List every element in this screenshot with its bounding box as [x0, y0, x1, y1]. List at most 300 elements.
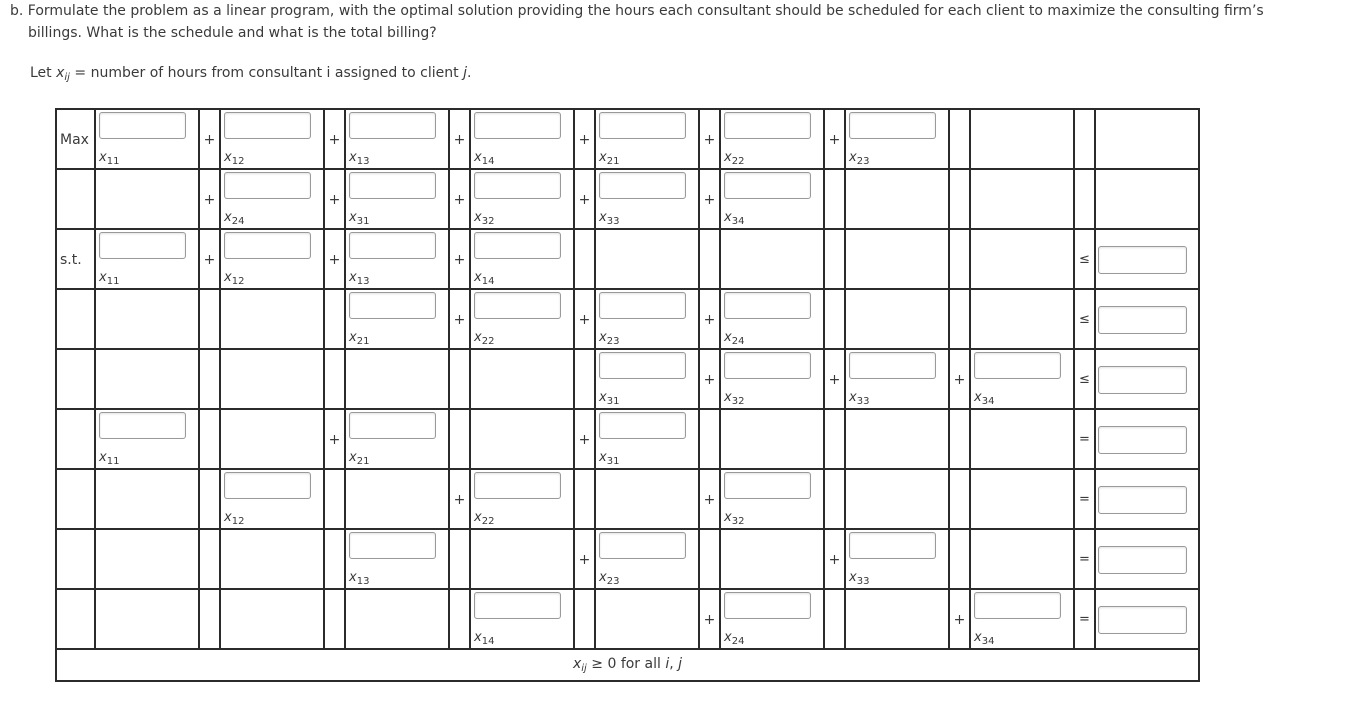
variable-label	[349, 270, 369, 287]
variable-label	[224, 510, 244, 527]
constraint-row	[56, 409, 1199, 469]
plus-sign: +	[578, 312, 591, 328]
coefficient-input-x12[interactable]	[224, 232, 311, 259]
variable-label	[349, 570, 369, 587]
rhs-cell	[1095, 109, 1199, 169]
coefficient-input-x31[interactable]	[599, 352, 686, 379]
coefficient-cell	[720, 169, 824, 229]
variable-letter: x	[349, 270, 357, 285]
variable-label	[474, 630, 494, 647]
operator-cell	[449, 409, 470, 469]
let-mid: = number of hours from consultant i assigned to client	[69, 65, 464, 81]
operator-cell	[449, 529, 470, 589]
operator-cell	[949, 109, 970, 169]
linear-program-table	[55, 108, 1200, 682]
constraint-row	[56, 289, 1199, 349]
variable-letter: x	[99, 150, 107, 165]
variable-subscript: 23	[856, 156, 870, 167]
coefficient-cell	[345, 589, 449, 649]
variable-subscript: 14	[481, 156, 495, 167]
coefficient-input-x14[interactable]	[474, 112, 561, 139]
coefficient-cell	[595, 109, 699, 169]
coefficient-cell	[345, 529, 449, 589]
operator-cell	[699, 529, 720, 589]
coefficient-input-x23[interactable]	[599, 532, 686, 559]
variable-letter: x	[349, 210, 357, 225]
variable-letter: x	[599, 330, 607, 345]
rhs-input[interactable]	[1098, 366, 1187, 394]
coefficient-cell	[470, 109, 574, 169]
rhs-cell	[1095, 169, 1199, 229]
variable-letter: x	[599, 390, 607, 405]
coefficient-input-x32[interactable]	[474, 172, 561, 199]
variable-subscript: 23	[606, 576, 620, 587]
variable-letter: x	[349, 150, 357, 165]
coefficient-cell	[970, 529, 1074, 589]
row-label-cell	[56, 289, 95, 349]
variable-label	[224, 210, 244, 227]
coefficient-input-x22[interactable]	[474, 292, 561, 319]
plus-sign: +	[328, 132, 341, 148]
variable-subscript: 33	[606, 216, 620, 227]
plus-sign: +	[578, 552, 591, 568]
variable-label	[599, 210, 619, 227]
coefficient-input-x12[interactable]	[224, 472, 311, 499]
rhs-cell	[1095, 589, 1199, 649]
plus-sign: +	[453, 192, 466, 208]
coefficient-cell	[970, 349, 1074, 409]
variable-label	[349, 210, 369, 227]
coefficient-cell	[95, 229, 199, 289]
rhs-input[interactable]	[1098, 306, 1187, 334]
constraint-row	[56, 589, 1199, 649]
coefficient-input-x21[interactable]	[599, 112, 686, 139]
row-label-cell	[56, 349, 95, 409]
operator-cell	[574, 229, 595, 289]
coefficient-cell	[845, 469, 949, 529]
coefficient-input-x34[interactable]	[974, 352, 1061, 379]
operator-cell	[574, 109, 595, 169]
variable-letter: x	[474, 510, 482, 525]
variable-letter: x	[849, 570, 857, 585]
row-label-cell	[56, 589, 95, 649]
operator-cell	[324, 349, 345, 409]
relation-cell	[1074, 229, 1095, 289]
coefficient-cell	[720, 469, 824, 529]
variable-letter: x	[474, 330, 482, 345]
plus-sign: +	[703, 372, 716, 388]
max-label: Max	[60, 132, 89, 148]
coefficient-input-x13[interactable]	[349, 532, 436, 559]
operator-cell	[949, 469, 970, 529]
coefficient-cell	[220, 529, 324, 589]
variable-label	[724, 150, 744, 167]
coefficient-input-x34[interactable]	[724, 172, 811, 199]
less-equal-sign: ≤	[1079, 312, 1090, 327]
coefficient-cell	[595, 469, 699, 529]
coefficient-cell	[95, 469, 199, 529]
coefficient-cell	[970, 289, 1074, 349]
coefficient-input-x32[interactable]	[724, 472, 811, 499]
coefficient-input-x14[interactable]	[474, 592, 561, 619]
plus-sign: +	[328, 192, 341, 208]
variable-letter: x	[724, 510, 732, 525]
variable-label	[599, 150, 619, 167]
coefficient-cell	[845, 589, 949, 649]
variable-subscript: 13	[356, 156, 370, 167]
plus-sign: +	[703, 192, 716, 208]
coefficient-input-x33[interactable]	[849, 532, 936, 559]
coefficient-cell	[95, 529, 199, 589]
coefficient-input-x24[interactable]	[224, 172, 311, 199]
variable-subscript: 22	[481, 336, 495, 347]
plus-sign: +	[703, 132, 716, 148]
plus-sign: +	[453, 312, 466, 328]
coefficient-cell	[345, 109, 449, 169]
operator-cell	[949, 289, 970, 349]
coefficient-input-x11[interactable]	[99, 412, 186, 439]
variable-subscript: 12	[231, 276, 245, 287]
variable-label	[474, 510, 494, 527]
coefficient-input-x11[interactable]	[99, 232, 186, 259]
plus-sign: +	[703, 312, 716, 328]
operator-cell	[949, 409, 970, 469]
coefficient-cell	[345, 169, 449, 229]
coefficient-input-x11[interactable]	[99, 112, 186, 139]
variable-label	[599, 330, 619, 347]
operator-cell	[324, 169, 345, 229]
question-text	[10, 0, 1366, 44]
plus-sign: +	[578, 192, 591, 208]
coefficient-cell	[95, 409, 199, 469]
operator-cell	[699, 169, 720, 229]
variable-label	[724, 510, 744, 527]
operator-cell	[199, 169, 220, 229]
operator-cell	[699, 469, 720, 529]
coefficient-cell	[720, 229, 824, 289]
variable-label	[99, 270, 119, 287]
coefficient-cell	[470, 229, 574, 289]
operator-cell	[699, 289, 720, 349]
operator-cell	[949, 529, 970, 589]
operator-cell	[574, 349, 595, 409]
let-var: x	[56, 65, 65, 81]
coefficient-cell	[95, 109, 199, 169]
coefficient-cell	[970, 229, 1074, 289]
coefficient-input-x21[interactable]	[349, 292, 436, 319]
variable-subscript: 21	[356, 336, 370, 347]
variable-letter: x	[224, 210, 232, 225]
coefficient-cell	[970, 409, 1074, 469]
variable-subscript: 32	[731, 396, 745, 407]
relation-cell	[1074, 409, 1095, 469]
variable-label	[724, 630, 744, 647]
variable-label	[599, 450, 619, 467]
variable-subscript: 31	[356, 216, 370, 227]
variable-label	[474, 150, 494, 167]
coefficient-input-x22[interactable]	[724, 112, 811, 139]
variable-letter: x	[599, 210, 607, 225]
less-equal-sign: ≤	[1079, 372, 1090, 387]
coefficient-cell	[845, 409, 949, 469]
coefficient-input-x31[interactable]	[349, 172, 436, 199]
variable-subscript: 34	[731, 216, 745, 227]
operator-cell	[449, 229, 470, 289]
variable-label	[849, 150, 869, 167]
plus-sign: +	[203, 252, 216, 268]
variable-letter: x	[724, 630, 732, 645]
footer-i: i	[665, 656, 670, 672]
operator-cell	[824, 589, 845, 649]
constraint-row	[56, 529, 1199, 589]
st-label: s.t.	[60, 252, 82, 268]
coefficient-cell	[345, 229, 449, 289]
relation-cell	[1074, 589, 1095, 649]
variable-letter: x	[599, 570, 607, 585]
variable-subscript: 34	[981, 396, 995, 407]
coefficient-cell	[720, 409, 824, 469]
operator-cell	[949, 589, 970, 649]
plus-sign: +	[203, 132, 216, 148]
variable-subscript: 24	[731, 336, 745, 347]
coefficient-cell	[95, 589, 199, 649]
operator-cell	[699, 589, 720, 649]
variable-subscript: 32	[731, 516, 745, 527]
coefficient-input-x14[interactable]	[474, 232, 561, 259]
coefficient-input-x24[interactable]	[724, 292, 811, 319]
coefficient-input-x21[interactable]	[349, 412, 436, 439]
coefficient-cell	[720, 529, 824, 589]
coefficient-cell	[720, 109, 824, 169]
plus-sign: +	[203, 192, 216, 208]
nonnegativity-row	[56, 649, 1199, 681]
operator-cell	[574, 409, 595, 469]
question-line-1: b. Formulate the problem as a linear program, with the optimal solution providing the hours each consultant should be scheduled for each client to maximize the consulting firm’s	[10, 3, 1264, 19]
operator-cell	[449, 289, 470, 349]
variable-letter: x	[724, 330, 732, 345]
rhs-input[interactable]	[1098, 606, 1187, 634]
operator-cell	[199, 109, 220, 169]
variable-label	[99, 150, 119, 167]
variable-label	[474, 270, 494, 287]
variable-definition	[30, 65, 471, 83]
variable-subscript: 31	[606, 456, 620, 467]
operator-cell	[449, 589, 470, 649]
variable-label	[974, 630, 994, 647]
coefficient-cell	[470, 349, 574, 409]
operator-cell	[824, 349, 845, 409]
coefficient-input-x24[interactable]	[724, 592, 811, 619]
plus-sign: +	[828, 552, 841, 568]
operator-cell	[449, 109, 470, 169]
variable-subscript: 12	[231, 156, 245, 167]
coefficient-cell	[845, 109, 949, 169]
operator-cell	[699, 409, 720, 469]
coefficient-cell	[595, 409, 699, 469]
operator-cell	[824, 529, 845, 589]
coefficient-cell	[845, 349, 949, 409]
variable-label	[599, 570, 619, 587]
variable-subscript: 24	[731, 636, 745, 647]
footer-sub: ij	[581, 663, 587, 674]
operator-cell	[574, 289, 595, 349]
coefficient-input-x33[interactable]	[599, 172, 686, 199]
relation-cell	[1074, 109, 1095, 169]
coefficient-cell	[720, 289, 824, 349]
variable-subscript: 23	[606, 336, 620, 347]
operator-cell	[449, 169, 470, 229]
let-end: .	[466, 65, 472, 81]
coefficient-cell	[220, 589, 324, 649]
plus-sign: +	[703, 612, 716, 628]
variable-subscript: 21	[356, 456, 370, 467]
variable-letter: x	[224, 150, 232, 165]
operator-cell	[824, 289, 845, 349]
variable-subscript: 14	[481, 276, 495, 287]
plus-sign: +	[953, 612, 966, 628]
coefficient-cell	[970, 109, 1074, 169]
variable-letter: x	[724, 390, 732, 405]
coefficient-input-x33[interactable]	[849, 352, 936, 379]
variable-letter: x	[224, 510, 232, 525]
coefficient-cell	[220, 289, 324, 349]
equal-sign: =	[1079, 552, 1090, 567]
operator-cell	[199, 229, 220, 289]
variable-letter: x	[474, 270, 482, 285]
operator-cell	[199, 469, 220, 529]
coefficient-input-x22[interactable]	[474, 472, 561, 499]
variable-subscript: 22	[731, 156, 745, 167]
variable-subscript: 12	[231, 516, 245, 527]
coefficient-cell	[595, 289, 699, 349]
coefficient-cell	[970, 469, 1074, 529]
row-label-cell	[56, 229, 95, 289]
row-label-cell	[56, 169, 95, 229]
plus-sign: +	[703, 492, 716, 508]
variable-subscript: 13	[356, 276, 370, 287]
operator-cell	[199, 589, 220, 649]
coefficient-input-x13[interactable]	[349, 112, 436, 139]
rhs-cell	[1095, 289, 1199, 349]
operator-cell	[699, 229, 720, 289]
operator-cell	[824, 229, 845, 289]
coefficient-input-x13[interactable]	[349, 232, 436, 259]
variable-label	[974, 390, 994, 407]
coefficient-cell	[220, 109, 324, 169]
operator-cell	[199, 349, 220, 409]
plus-sign: +	[328, 432, 341, 448]
plus-sign: +	[453, 252, 466, 268]
variable-letter: x	[849, 390, 857, 405]
constraint-row	[56, 349, 1199, 409]
plus-sign: +	[453, 132, 466, 148]
coefficient-cell	[220, 229, 324, 289]
coefficient-input-x23[interactable]	[849, 112, 936, 139]
variable-label	[724, 210, 744, 227]
operator-cell	[324, 109, 345, 169]
operator-cell	[449, 469, 470, 529]
coefficient-input-x31[interactable]	[599, 412, 686, 439]
coefficient-cell	[470, 589, 574, 649]
coefficient-cell	[470, 529, 574, 589]
variable-letter: x	[599, 150, 607, 165]
relation-cell	[1074, 469, 1095, 529]
coefficient-input-x12[interactable]	[224, 112, 311, 139]
variable-letter: x	[99, 270, 107, 285]
plus-sign: +	[828, 372, 841, 388]
plus-sign: +	[328, 252, 341, 268]
variable-subscript: 33	[856, 396, 870, 407]
variable-label	[474, 210, 494, 227]
variable-letter: x	[599, 450, 607, 465]
equal-sign: =	[1079, 432, 1090, 447]
coefficient-cell	[970, 589, 1074, 649]
footer-j: j	[678, 656, 683, 672]
operator-cell	[199, 409, 220, 469]
relation-cell	[1074, 529, 1095, 589]
let-j: j	[463, 65, 467, 81]
coefficient-cell	[345, 469, 449, 529]
operator-cell	[199, 289, 220, 349]
operator-cell	[824, 409, 845, 469]
footer-text: ≥ 0 for all	[586, 656, 666, 672]
constraint-row	[56, 169, 1199, 229]
plus-sign: +	[578, 432, 591, 448]
rhs-cell	[1095, 529, 1199, 589]
variable-letter: x	[349, 450, 357, 465]
variable-label	[349, 450, 369, 467]
plus-sign: +	[453, 492, 466, 508]
coefficient-cell	[720, 349, 824, 409]
coefficient-cell	[595, 529, 699, 589]
rhs-input[interactable]	[1098, 486, 1187, 514]
footer-var: x	[572, 656, 582, 672]
operator-cell	[949, 349, 970, 409]
coefficient-input-x23[interactable]	[599, 292, 686, 319]
variable-letter: x	[99, 450, 107, 465]
operator-cell	[324, 409, 345, 469]
rhs-input[interactable]	[1098, 426, 1187, 454]
operator-cell	[449, 349, 470, 409]
variable-label	[849, 390, 869, 407]
constraint-row	[56, 109, 1199, 169]
variable-letter: x	[474, 210, 482, 225]
operator-cell	[324, 529, 345, 589]
coefficient-cell	[970, 169, 1074, 229]
row-label-cell	[56, 109, 95, 169]
variable-letter: x	[349, 570, 357, 585]
variable-subscript: 14	[481, 636, 495, 647]
rhs-input[interactable]	[1098, 246, 1187, 274]
variable-subscript: 13	[356, 576, 370, 587]
operator-cell	[949, 229, 970, 289]
coefficient-input-x34[interactable]	[974, 592, 1061, 619]
coefficient-input-x32[interactable]	[724, 352, 811, 379]
variable-label	[349, 150, 369, 167]
coefficient-cell	[220, 349, 324, 409]
variable-subscript: 34	[981, 636, 995, 647]
rhs-input[interactable]	[1098, 546, 1187, 574]
variable-subscript: 33	[856, 576, 870, 587]
variable-label	[724, 390, 744, 407]
operator-cell	[824, 109, 845, 169]
equal-sign: =	[1079, 492, 1090, 507]
operator-cell	[824, 469, 845, 529]
constraint-row	[56, 229, 1199, 289]
coefficient-cell	[220, 169, 324, 229]
plus-sign: +	[953, 372, 966, 388]
relation-cell	[1074, 169, 1095, 229]
